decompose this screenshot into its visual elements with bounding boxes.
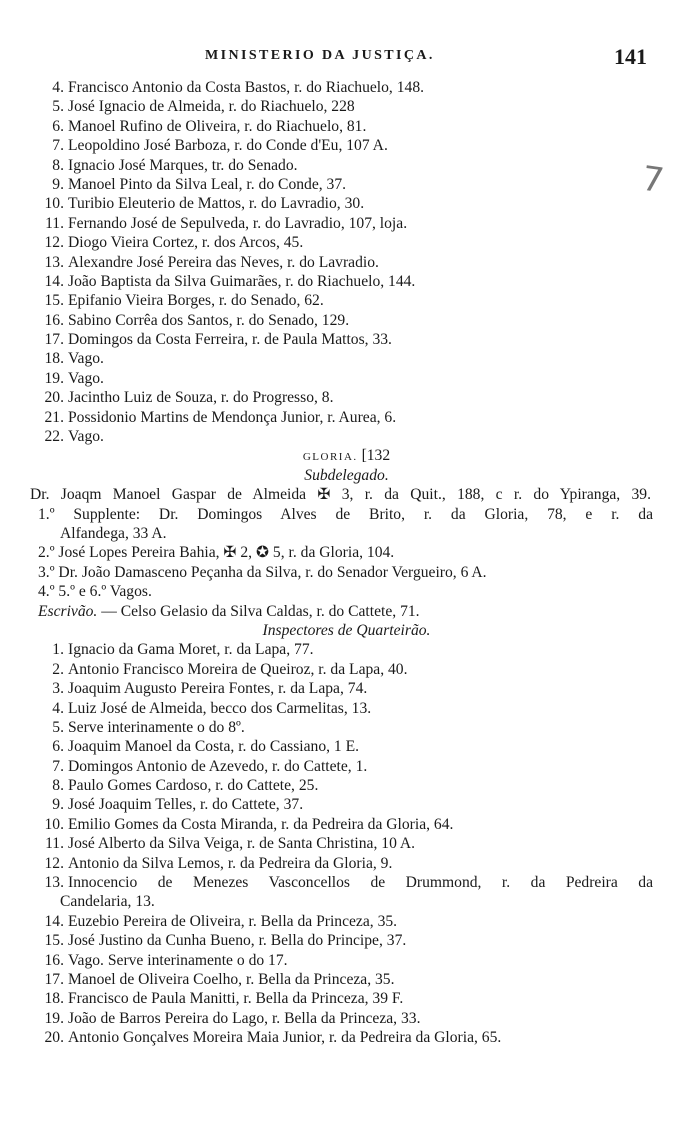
item-number: 8.: [52, 156, 64, 174]
item-text: Vago.: [68, 369, 104, 387]
inspector-list-gloria: [0, 640, 693, 873]
item-text: Diogo Vieira Cortez, r. dos Arcos, 45.: [68, 234, 304, 252]
subdelegado-entry: Dr. Joaqm Manoel Gaspar de Almeida ✠ 3, r. da Quit., 188, c r. do Ypiranga, 39.: [30, 486, 651, 504]
item-text: Antonio Francisco Moreira de Queiroz, r. da Lapa, 40.: [68, 660, 408, 678]
item-text: Antonio da Silva Lemos, r. da Pedreira da Gloria, 9.: [68, 854, 393, 872]
list-item: [0, 369, 693, 388]
supplente3-entry: 3.º Dr. João Damasceno Peçanha da Silva, r. do Senador Vergueiro, 6 A.: [38, 563, 487, 581]
inspector-list-previous: [0, 78, 693, 446]
item-number: 10.: [44, 815, 64, 833]
item-number: 6.: [52, 117, 64, 135]
item-number: 20.: [44, 389, 64, 407]
subdelegado-heading: Subdelegado.: [304, 466, 389, 484]
item-number: 11.: [45, 835, 64, 853]
item-number: 11.: [45, 214, 64, 232]
inspectores-heading-row: [0, 621, 693, 640]
item-number: 14.: [44, 912, 64, 930]
item-number: 15.: [44, 932, 64, 950]
item-text: José Joaquim Telles, r. do Cattete, 37.: [68, 796, 304, 814]
escrivao-entry: — Celso Gelasio da Silva Caldas, r. do Cattete, 71.: [97, 602, 420, 620]
item-number: 19.: [44, 1009, 64, 1027]
item-number: 6.: [52, 738, 64, 756]
item-text: Possidonio Martins de Mendonça Junior, r. Aurea, 6.: [68, 408, 397, 426]
list-item: [0, 156, 693, 175]
escrivao-label: Escrivão.: [38, 602, 98, 620]
supplente3-row: [0, 563, 693, 582]
item-number: 18.: [44, 350, 64, 368]
item-text: Joaquim Augusto Pereira Fontes, r. da Lapa, 74.: [68, 680, 368, 698]
item-number: 12.: [44, 234, 64, 252]
item-number: 10.: [44, 195, 64, 213]
item-number: 9.: [52, 175, 64, 193]
list-item: [0, 175, 693, 194]
list-item: [0, 737, 693, 756]
subdelegado-row: [0, 485, 693, 504]
supplente456-entry: 4.º 5.º e 6.º Vagos.: [38, 583, 152, 601]
item-number: 17.: [44, 970, 64, 988]
item-text: Manoel de Oliveira Coelho, r. Bella da Princeza, 35.: [68, 970, 395, 988]
escrivao-row: [0, 602, 693, 621]
supplente456-row: [0, 582, 693, 601]
item-text: Domingos da Costa Ferreira, r. de Paula Mattos, 33.: [68, 331, 392, 349]
list-item: [0, 214, 693, 233]
list-item: [0, 272, 693, 291]
item-text: Vago.: [68, 428, 104, 446]
item-number: 5.: [52, 98, 64, 116]
list-item: [0, 718, 693, 737]
item-text: Leopoldino José Barboza, r. do Conde d'Eu, 107 A.: [68, 137, 388, 155]
item-number: 12.: [44, 854, 64, 872]
list-item: [0, 311, 693, 330]
item-number: 22.: [44, 428, 64, 446]
item-text: Serve interinamente o do 8º.: [68, 718, 245, 736]
item-number: 5.: [52, 718, 64, 736]
list-item: [0, 912, 693, 931]
item-text: Vago. Serve interinamente o do 17.: [68, 951, 288, 969]
list-item: [0, 989, 693, 1008]
supplente2-row: [0, 543, 693, 562]
item-text: Jacintho Luiz de Souza, r. do Progresso, 8.: [68, 389, 334, 407]
list-item: [0, 873, 693, 892]
list-item: [0, 330, 693, 349]
item-number: 16.: [44, 311, 64, 329]
list-item: [0, 194, 693, 213]
list-item: [0, 640, 693, 659]
list-item: [0, 679, 693, 698]
item-number: 7.: [52, 137, 64, 155]
list-item: [0, 931, 693, 950]
section-heading: [0, 446, 693, 465]
list-item: [0, 854, 693, 873]
item-text: Innocencio de Menezes Vasconcellos de Drummond, r. da Pedreira da: [68, 874, 653, 892]
list-item: [0, 1009, 693, 1028]
item-number: 16.: [44, 951, 64, 969]
list-item: [0, 699, 693, 718]
item-number: 3.: [52, 680, 64, 698]
item-text: João de Barros Pereira do Lago, r. Bella da Princeza, 33.: [68, 1009, 421, 1027]
item-number: 4.: [52, 79, 64, 96]
section-title: GLORIA.: [302, 451, 358, 464]
item-number: 13.: [44, 874, 64, 892]
item-number: 8.: [52, 777, 64, 795]
item-text: Ignacio José Marques, tr. do Senado.: [68, 156, 298, 174]
item-number: 18.: [44, 990, 64, 1008]
handwritten-margin-note: 7: [639, 158, 667, 202]
item-number: 17.: [44, 331, 64, 349]
supplente2-entry: 2.º José Lopes Pereira Bahia, ✠ 2, ✪ 5, r. da Gloria, 104.: [38, 544, 395, 562]
supplente1-entry: 1.º Supplente: Dr. Domingos Alves de Brito, r. da Gloria, 78, e r. da: [38, 505, 653, 523]
item-text: Turibio Eleuterio de Mattos, r. do Lavradio, 30.: [68, 195, 365, 213]
subdelegado-heading-row: [0, 466, 693, 485]
list-item: [0, 951, 693, 970]
list-item: [0, 233, 693, 252]
page-number: 141: [614, 44, 647, 69]
item-text: Luiz José de Almeida, becco dos Carmelitas, 13.: [68, 699, 372, 717]
list-item: [0, 776, 693, 795]
list-item: [0, 427, 693, 446]
supplente1-entry-cont: Alfandega, 33 A.: [60, 524, 167, 542]
item-text: João Baptista da Silva Guimarães, r. do Riachuelo, 144.: [68, 272, 416, 290]
item-text: Epifanio Vieira Borges, r. do Senado, 62.: [68, 292, 324, 310]
item-text: Euzebio Pereira de Oliveira, r. Bella da Princeza, 35.: [68, 912, 398, 930]
item-number: 14.: [44, 272, 64, 290]
item-number: 4.: [52, 699, 64, 717]
item-text: Antonio Gonçalves Moreira Maia Junior, r. da Pedreira da Gloria, 65.: [68, 1029, 502, 1047]
item-text: Francisco de Paula Manitti, r. Bella da Princeza, 39 F.: [68, 990, 404, 1008]
item-text: Ignacio da Gama Moret, r. da Lapa, 77.: [68, 641, 314, 659]
list-item: [0, 253, 693, 272]
list-item: [0, 349, 693, 368]
item-number: 7.: [52, 757, 64, 775]
list-item: [0, 388, 693, 407]
list-item: [0, 795, 693, 814]
item-text: Fernando José de Sepulveda, r. do Lavradio, 107, loja.: [68, 214, 408, 232]
item-text: Manoel Rufino de Oliveira, r. do Riachuelo, 81.: [68, 117, 367, 135]
list-item: [0, 815, 693, 834]
item-text: Vago.: [68, 350, 104, 368]
list-item: [0, 660, 693, 679]
item-text: Alexandre José Pereira das Neves, r. do Lavradio.: [68, 253, 379, 271]
item-number: 1.: [52, 641, 64, 659]
item-number: 20.: [44, 1029, 64, 1047]
supplente1-row-b: [0, 524, 693, 543]
list-item: [0, 970, 693, 989]
item-text: Sabino Corrêa dos Santos, r. do Senado, 129.: [68, 311, 350, 329]
item-text: Domingos Antonio de Azevedo, r. do Cattete, 1.: [68, 757, 368, 775]
supplente1-row-a: [0, 505, 693, 524]
page-body: [0, 78, 693, 1048]
list-item: [0, 78, 693, 97]
item-number: 21.: [44, 408, 64, 426]
list-item: [0, 117, 693, 136]
list-item: [0, 291, 693, 310]
item-text: Francisco Antonio da Costa Bastos, r. do Riachuelo, 148.: [68, 79, 425, 96]
list-item: [0, 97, 693, 116]
list-item: [0, 757, 693, 776]
item-text-cont: Candelaria, 13.: [60, 893, 155, 911]
item-number: 19.: [44, 369, 64, 387]
list-item: [0, 136, 693, 155]
item-text: Emilio Gomes da Costa Miranda, r. da Pedreira da Gloria, 64.: [68, 815, 454, 833]
list-item: [0, 408, 693, 427]
item-text: José Justino da Cunha Bueno, r. Bella do Principe, 37.: [68, 932, 407, 950]
list-item: [0, 834, 693, 853]
item-text: Joaquim Manoel da Costa, r. do Cassiano, 1 E.: [68, 738, 360, 756]
item-number: 2.: [52, 660, 64, 678]
section-bracket-number: [132: [361, 447, 391, 465]
item-text: Manoel Pinto da Silva Leal, r. do Conde, 37.: [68, 175, 347, 193]
inspector-list-gloria-cont: [0, 912, 693, 1048]
inspectores-heading: Inspectores de Quarteirão.: [262, 621, 431, 639]
list-item: [0, 1028, 693, 1047]
running-head: MINISTERIO DA JUSTIÇA.: [205, 48, 435, 63]
item-text: José Ignacio de Almeida, r. do Riachuelo, 228: [68, 98, 355, 116]
item-number: 13.: [44, 253, 64, 271]
item-number: 15.: [44, 292, 64, 310]
item-text: José Alberto da Silva Veiga, r. de Santa Christina, 10 A.: [68, 835, 416, 853]
page-header: [0, 44, 693, 74]
item-text: Paulo Gomes Cardoso, r. do Cattete, 25.: [68, 777, 319, 795]
list-item-cont: [0, 892, 693, 911]
item-number: 9.: [52, 796, 64, 814]
